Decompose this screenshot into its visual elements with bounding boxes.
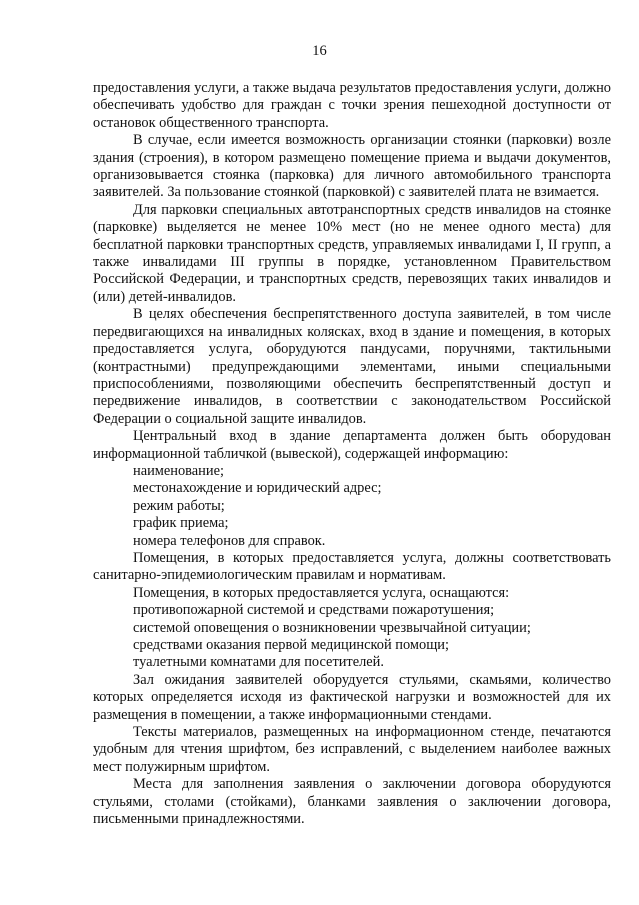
paragraph-waiting-hall: Зал ожидания заявителей оборудуется стульями, скамьями, количество которых определяется исходя из фактической нагрузки и возможностей для их размещения в помещении, а также информационными стендами. (93, 671, 611, 723)
paragraph-accessibility: В целях обеспечения беспрепятственного доступа заявителей, в том числе передвигающихся на инвалидных колясках, вход в здание и помещения, в которых предоставляется услуга, оборудуются пандусами, поручнями, тактильными (контрастными) предупреждающими элементами, иными специальными приспособлениями, позволяющими обеспечить беспрепятственный доступ и передвижение инвалидов, в соответствии с законодательством Российской Федерации о социальной защите инвалидов. (93, 306, 611, 427)
list-item-reception-schedule: график приема; (133, 515, 229, 532)
paragraph-sanitary-rules: Помещения, в которых предоставляется услуга, должны соответствовать санитарно-эпидемиологическим правилам и нормативам. (93, 549, 611, 584)
list-item-work-hours: режим работы; (133, 497, 225, 514)
paragraph-entrance-sign: Центральный вход в здание департамента должен быть оборудован информационной табличкой (вывеской), содержащей информацию: (93, 428, 611, 462)
list-item-restrooms: туалетными комнатами для посетителей. (133, 654, 384, 671)
list-item-first-aid: средствами оказания первой медицинской помощи; (133, 637, 449, 653)
paragraph-parking: В случае, если имеется возможность организации стоянки (парковки) возле здания (строения), в котором размещено помещение приема и выдачи документов, организовывается стоянка (парковка) для личного автомобильного транспорта заявителей. За пользование стоянкой (парковкой) с заявителей плата не взимается. (93, 132, 611, 201)
document-body (93, 80, 611, 828)
paragraph-pedestrian-access: предоставления услуги, а также выдача результатов предоставления услуги, должно обеспечивать удобство для граждан с точки зрения пешеходной доступности от остановок общественного транспорта. (93, 80, 611, 131)
list-item-address: местонахождение и юридический адрес; (133, 480, 382, 497)
list-item-phone-numbers: номера телефонов для справок. (133, 532, 326, 549)
page-number: 16 (312, 43, 327, 59)
paragraph-stand-texts: Тексты материалов, размещенных на информационном стенде, печатаются удобным для чтения шрифтом, без исправлений, с выделением наиболее важных мест полужирным шрифтом. (93, 724, 611, 775)
paragraph-premises-equipment: Помещения, в которых предоставляется услуга, оснащаются: (133, 584, 510, 601)
paragraph-disabled-parking: Для парковки специальных автотранспортных средств инвалидов на стоянке (парковке) выделяется не менее 10% мест (но не менее одного места) для бесплатной парковки транспортных средств, управляемых инвалидами I, II групп, а также инвалидами III группы в порядке, установленном Правительством Российской Федерации, и транспортных средств, перевозящих таких инвалидов и (или) детей-инвалидов. (93, 201, 611, 305)
list-item-fire-system: противопожарной системой и средствами пожаротушения; (133, 602, 495, 619)
paragraph-application-places: Места для заполнения заявления о заключении договора оборудуются стульями, столами (стойками), бланками заявления о заключении договора, письменными принадлежностями. (93, 776, 611, 828)
list-item-alert-system: системой оповещения о возникновении чрезвычайной ситуации; (133, 619, 531, 636)
list-item-name: наименование; (133, 462, 224, 479)
